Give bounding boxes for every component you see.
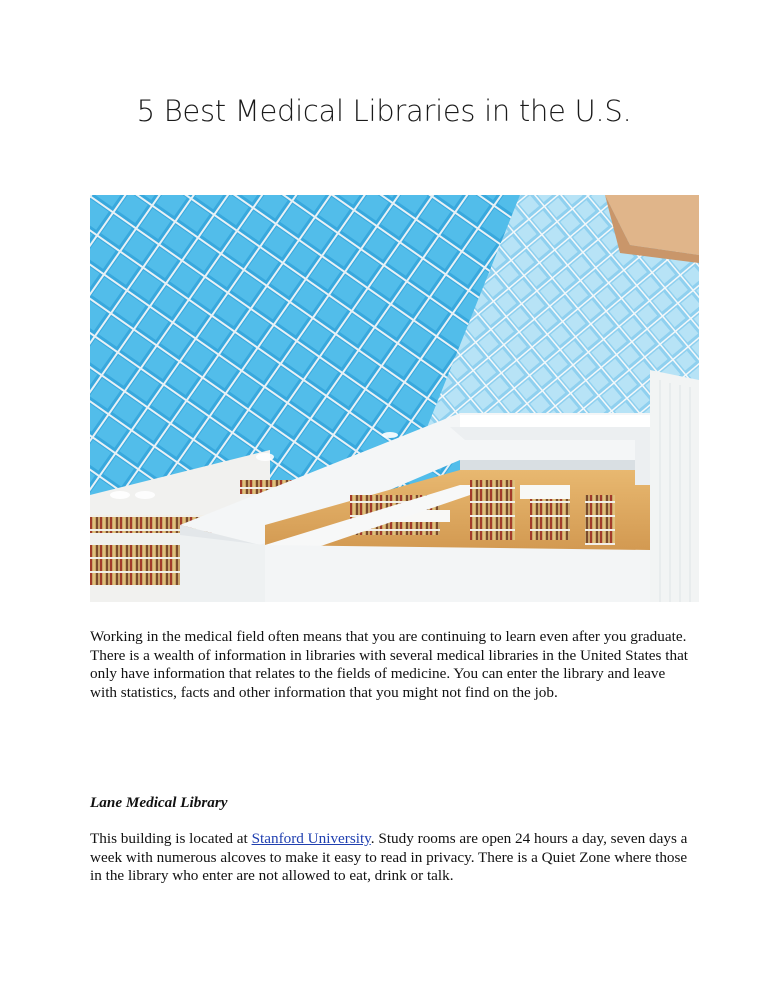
- paragraph-text-start: This building is located at: [90, 830, 252, 847]
- library-photo: [90, 195, 699, 602]
- stanford-university-link[interactable]: Stanford University: [251, 830, 371, 847]
- paragraph-text-end: . Study rooms are open 24 hours a day, seven days a week with numerous alcoves to make it easy to read in privacy. There is a Quiet Zone where those in the library who enter are not allowed to eat, drink or talk.: [90, 830, 688, 885]
- intro-paragraph: Working in the medical field often means that you are continuing to learn even after you graduate. There is a wealth of information in libraries with several medical libraries in the United States that only have information that relates to the fields of medicine. You can enter the library and leave with statistics, facts and other information that you might not find on the job.: [90, 628, 689, 701]
- library-photo-illustration: [90, 195, 699, 602]
- page-title: 5 Best Medical Libraries in the U.S.: [136, 94, 632, 128]
- section-heading-lane-medical-library: Lane Medical Library: [90, 794, 228, 811]
- lane-library-paragraph: [90, 830, 690, 886]
